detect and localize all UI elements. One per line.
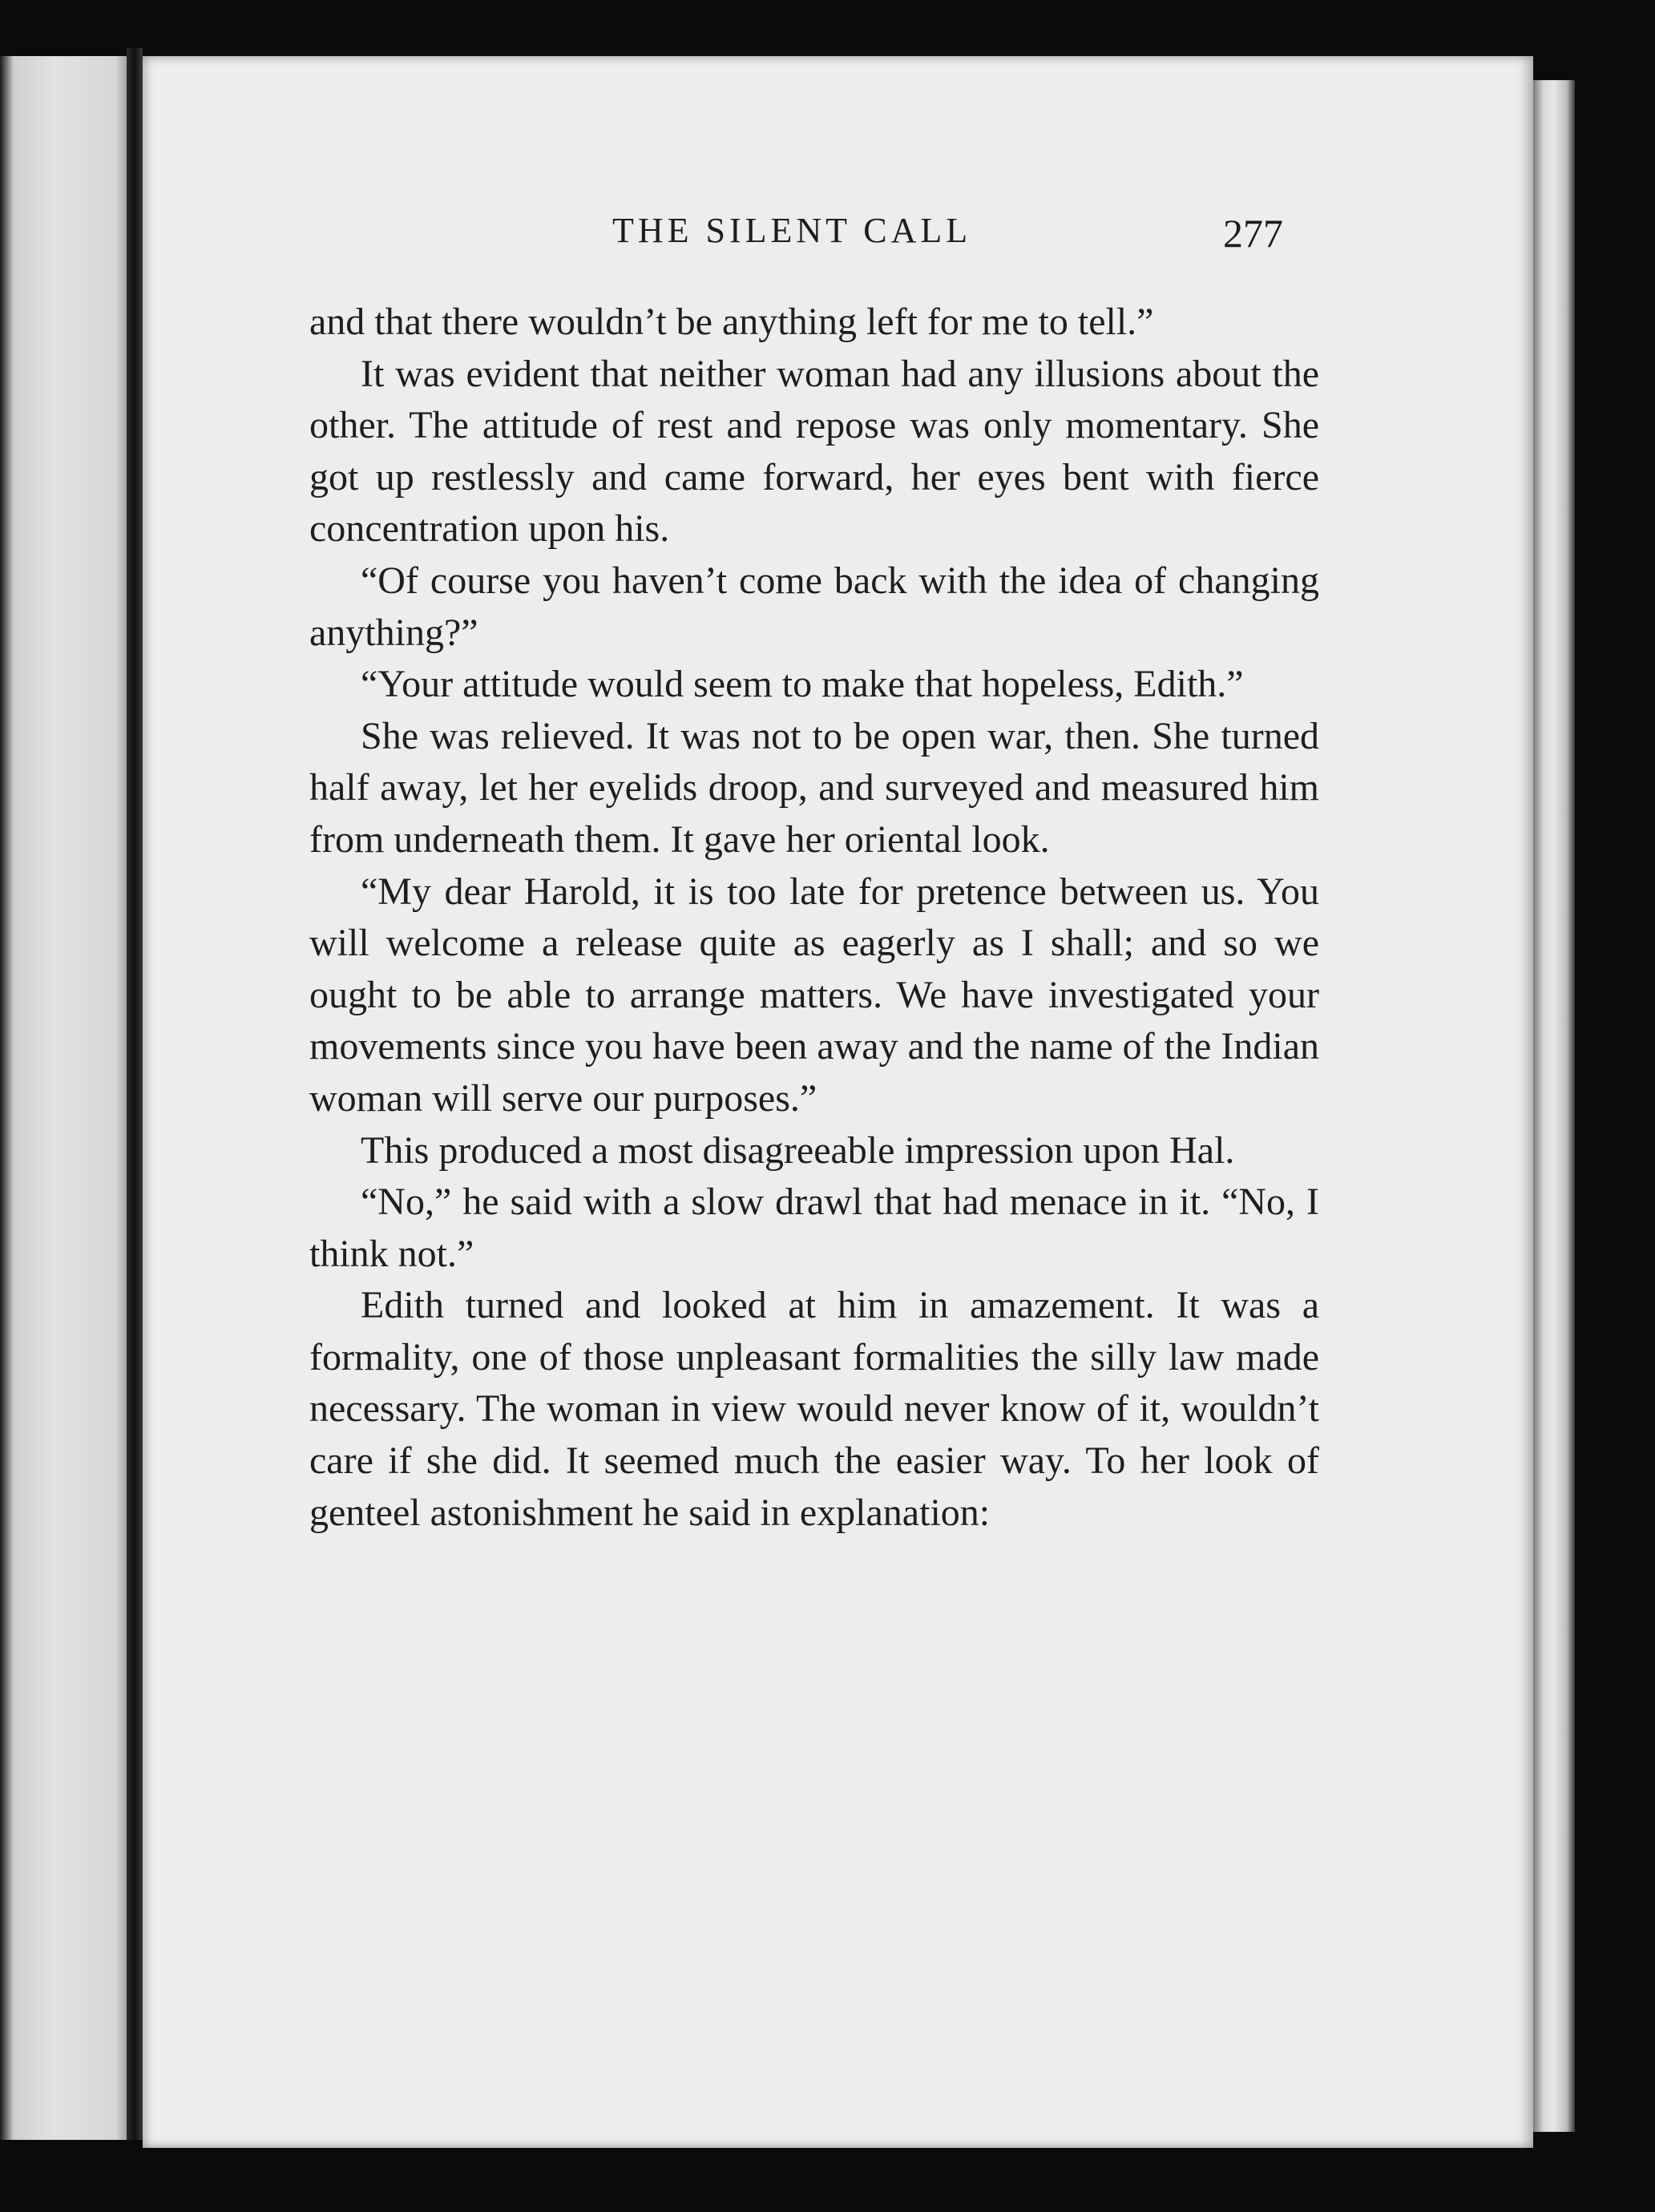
paragraph: “No,” he said with a slow drawl that had menace in it. “No, I think not.”: [309, 1181, 1319, 1275]
book-gutter: [127, 48, 143, 2140]
running-head: THE SILENT CALL: [612, 211, 972, 250]
page-body: [309, 297, 1319, 1539]
paragraph: It was evident that neither woman had any illusions about the other. The attitude of rest and repose was only momentary. She got up restlessly and came forward, her eyes bent with fierce concentration upon his.: [309, 352, 1319, 551]
paragraph: She was relieved. It was not to be open war, then. She turned half away, let her eyelids droop, and surveyed and measured him from underneath them. It gave her oriental look.: [309, 714, 1319, 861]
paragraph: Edith turned and looked at him in amazement. It was a formality, one of those unpleasant formalities the silly law made necessary. The woman in view would never know of it, wouldn’t care if she did. It seemed much the easier way. To her look of genteel astonishment he said in explanation:: [309, 1284, 1319, 1534]
paragraph: “Your attitude would seem to make that hopeless, Edith.”: [361, 663, 1244, 706]
scan-background: [1575, 80, 1655, 2132]
paragraph: “Of course you haven’t come back with the idea of changing anything?”: [309, 559, 1319, 654]
paragraph: “My dear Harold, it is too late for pretence between us. You will welcome a release quite as eagerly as I shall; and so we ought to be able to arrange matters. We have investigated your movements since you have been away and the name of the Indian woman will serve our purposes.”: [309, 870, 1319, 1120]
page-number: 277: [1223, 211, 1283, 256]
paragraph: and that there wouldn’t be anything left for me to tell.”: [309, 301, 1154, 343]
facing-page-edge: [0, 56, 136, 2140]
paragraph: This produced a most disagreeable impression upon Hal.: [361, 1128, 1235, 1172]
page-stack-edge: [1533, 80, 1575, 2132]
